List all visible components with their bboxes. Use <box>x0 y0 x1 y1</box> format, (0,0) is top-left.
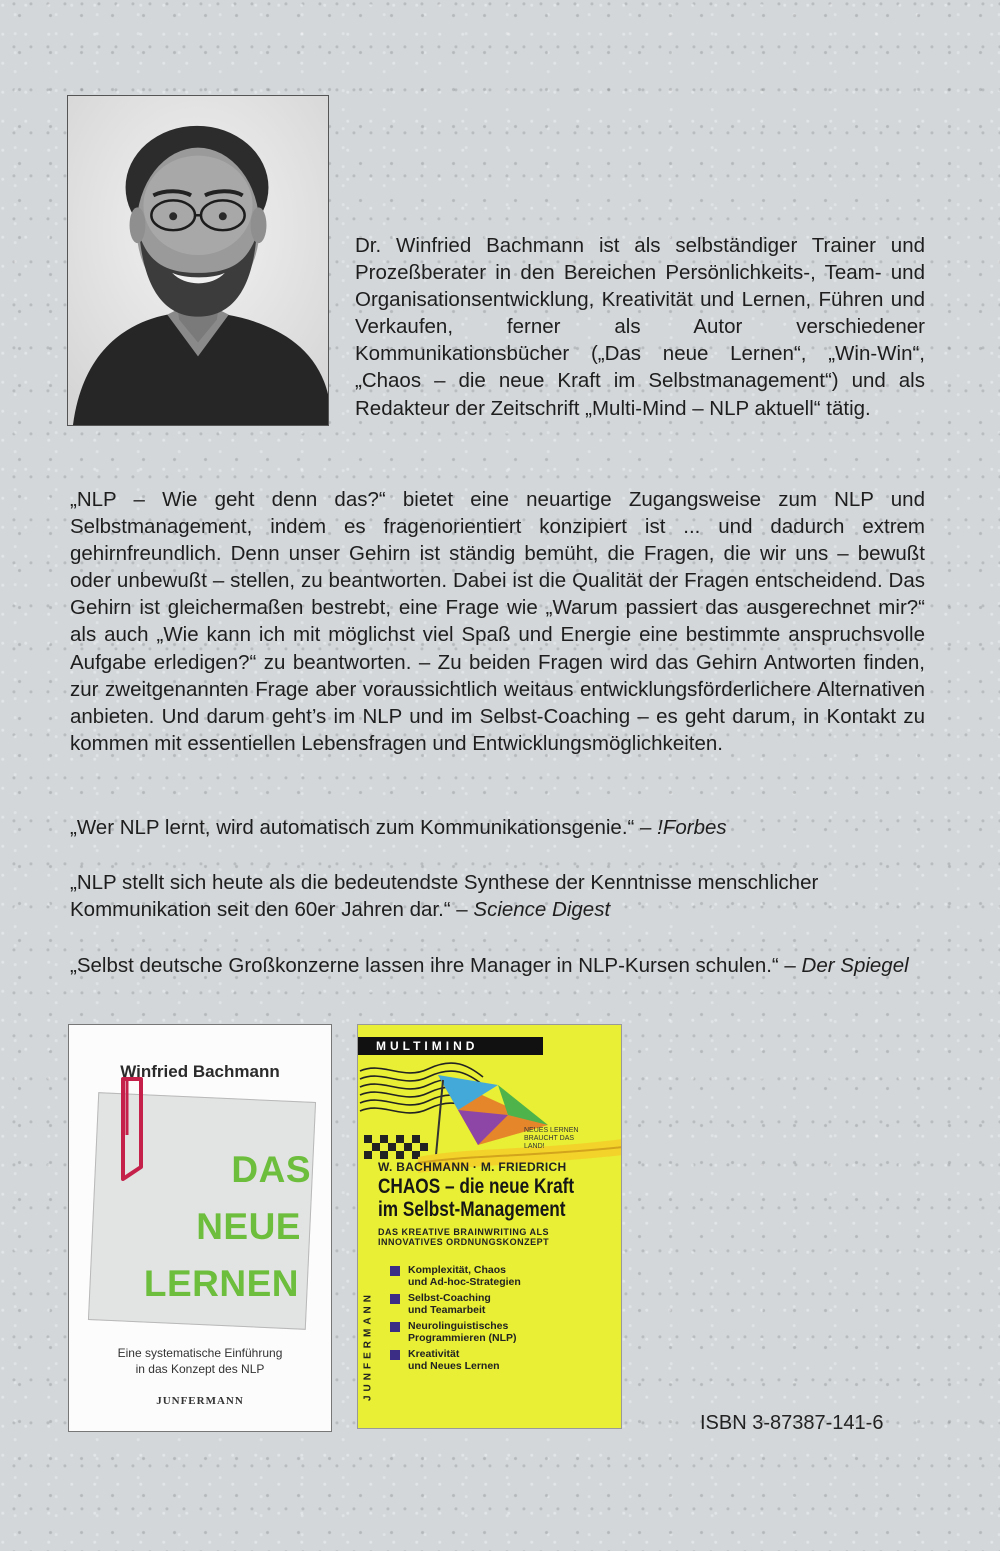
topic-list <box>390 1265 600 1377</box>
author-portrait-image <box>68 96 328 425</box>
book-subtitle <box>69 1345 331 1377</box>
quote-source: Science Digest <box>473 898 611 922</box>
book-description: „NLP – Wie geht denn das?“ bietet eine neuartige Zugangsweise zum NLP und Selbstmanagement, indem es fragenorientiert konzipiert ist ... und dadurch extrem gehirnfreundlich. Denn unser Gehirn ist ständig bemüht, die Fragen, die wir uns – bewußt oder unbewußt – stellen, zu beantworten. Dabei ist die Qualität der Fragen entscheidend. Das Gehirn ist gleichermaßen bestrebt, eine Frage wie „Warum passiert das ausgerechnet mir?“ als auch „Wie kann ich mit möglichst viel Spaß und Energie eine bestimmte anspruchsvolle Aufgabe erledigen?“ zu beantworten. – Zu beiden Fragen wird das Gehirn Antworten finden, zur zweitgenannten Frage aber voraussichtlich weitaus entwicklungsförderlichere Alternativen anbieten. Und darum geht’s im NLP und im Selbst-Coaching – es geht darum, in Kontakt zu kommen mit essentiellen Lebensfragen und Entwicklungsmöglichkeiten. <box>70 488 925 755</box>
book-title-line: CHAOS – die neue Kraft <box>378 1175 575 1198</box>
quote-spiegel <box>70 952 930 979</box>
topic-line: Komplexität, Chaos <box>408 1264 507 1276</box>
list-item <box>390 1293 600 1316</box>
book-authors: W. BACHMANN · M. FRIEDRICH <box>378 1160 567 1174</box>
square-bullet-icon <box>390 1294 400 1304</box>
cover-tagline: NEUES LERNEN BRAUCHT DAS LAND! <box>524 1127 579 1150</box>
topic-line: und Neues Lernen <box>408 1359 500 1372</box>
book-author: Winfried Bachmann <box>120 1062 280 1081</box>
list-item <box>390 1265 600 1288</box>
book-title <box>109 1141 319 1312</box>
book-subtitle-line: in das Konzept des NLP <box>135 1362 265 1376</box>
list-item <box>390 1349 600 1372</box>
series-label: MULTIMIND <box>376 1039 479 1053</box>
topic-line: und Teamarbeit <box>408 1303 486 1316</box>
quote-text: „NLP stellt sich heute als die bedeutendste Synthese der Kenntnisse menschlicher Kommunikation seit den 60er Jahren dar.“ – <box>70 871 819 922</box>
book-subtitle-line: DAS KREATIVE BRAINWRITING ALS <box>378 1227 549 1237</box>
cover-artwork <box>358 1055 622 1177</box>
book-title-line: DAS <box>231 1149 311 1190</box>
book-subtitle <box>378 1227 618 1247</box>
author-photo <box>67 95 329 426</box>
quote-text: „Wer NLP lernt, wird automatisch zum Kommunikationsgenie.“ – <box>70 816 658 839</box>
publisher-spine <box>361 1265 375 1427</box>
publisher-name: JUNFERMANN <box>362 1291 374 1401</box>
topic-line: Programmieren (NLP) <box>408 1331 517 1344</box>
book-subtitle-line: INNOVATIVES ORDNUNGSKONZEPT <box>378 1237 550 1247</box>
author-bio: Dr. Winfried Bachmann ist als selbständiger Trainer und Prozeßberater in den Bereichen Persönlichkeits-, Team- und Organisationsentwicklung, Kreativität und Lernen, Führen und Verkaufen, ferner als Autor verschiedener Kommunikationsbücher („Das neue Lernen“, „Win-Win“, „Chaos – die neue Kraft im Selbstmanagement“) und als Redakteur der Zeitschrift „Multi-Mind – NLP aktuell“ tätig. <box>355 234 925 420</box>
topic-line: Kreativität <box>408 1348 460 1360</box>
book-title-line: NEUE <box>196 1206 301 1247</box>
quote-forbes <box>70 814 930 841</box>
square-bullet-icon <box>390 1322 400 1332</box>
quote-text: „Selbst deutsche Großkonzerne lassen ihre Manager in NLP-Kursen schulen.“ – <box>70 954 802 977</box>
publisher-logo: JUNFERMANN <box>156 1395 244 1407</box>
book-title-line: im Selbst-Management <box>378 1198 566 1221</box>
book-title-line: LERNEN <box>143 1263 299 1304</box>
topic-line: und Ad-hoc-Strategien <box>408 1275 521 1288</box>
topic-line: Neurolinguistisches <box>408 1320 509 1332</box>
topic-line: Selbst-Coaching <box>408 1292 491 1304</box>
quote-source: !Forbes <box>657 816 727 839</box>
quote-source: Der Spiegel <box>801 954 909 977</box>
book-title <box>378 1175 622 1221</box>
list-item <box>390 1321 600 1344</box>
square-bullet-icon <box>390 1350 400 1360</box>
book-cover-das-neue-lernen <box>68 1024 332 1432</box>
isbn: ISBN 3-87387-141-6 <box>700 1412 884 1434</box>
square-bullet-icon <box>390 1266 400 1276</box>
book-cover-chaos <box>357 1024 622 1429</box>
quote-science-digest <box>70 869 930 923</box>
book-subtitle-line: Eine systematische Einführung <box>117 1346 283 1360</box>
